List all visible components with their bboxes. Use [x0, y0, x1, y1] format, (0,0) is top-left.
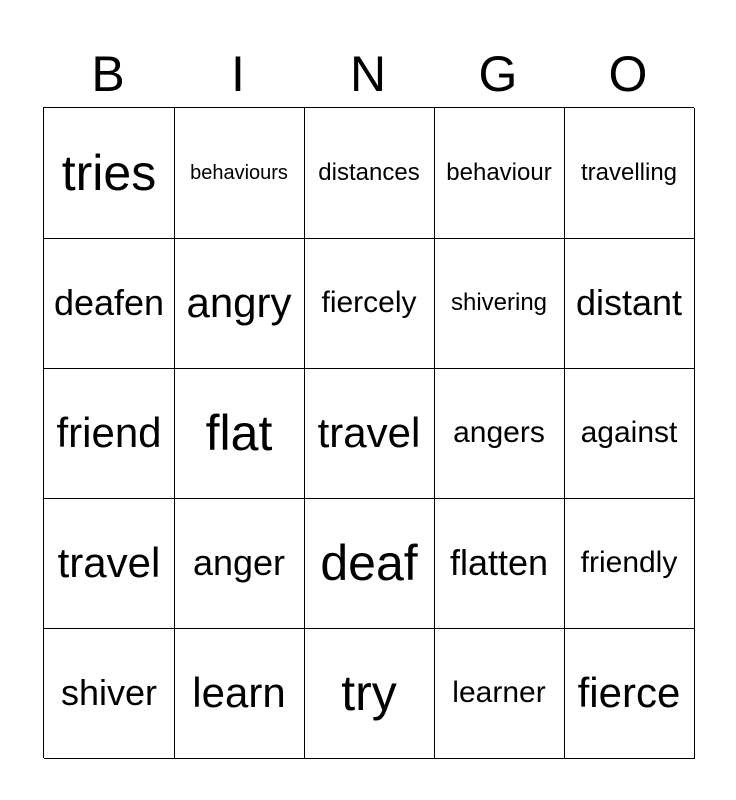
bingo-cell: learn: [174, 628, 305, 759]
bingo-cell: distant: [564, 238, 695, 369]
header-letter-o: O: [608, 46, 648, 102]
bingo-cell: fierce: [564, 628, 695, 759]
bingo-cell: fiercely: [304, 238, 435, 369]
bingo-cell: try: [304, 628, 435, 759]
bingo-cell: shivering: [434, 238, 565, 369]
bingo-cell: angry: [174, 238, 305, 369]
header-letter-g: G: [478, 46, 518, 102]
bingo-cell: against: [564, 368, 695, 499]
bingo-cell: behaviour: [434, 108, 565, 239]
bingo-cell: behaviours: [174, 108, 305, 239]
bingo-cell: shiver: [44, 628, 175, 759]
bingo-cell: flatten: [434, 498, 565, 629]
bingo-cell: travel: [304, 368, 435, 499]
bingo-header: [43, 40, 693, 108]
bingo-cell: travelling: [564, 108, 695, 239]
bingo-cell: learner: [434, 628, 565, 759]
header-letter-n: N: [349, 46, 387, 102]
header-letter-i: I: [231, 46, 245, 102]
bingo-cell: anger: [174, 498, 305, 629]
bingo-cell: friendly: [564, 498, 695, 629]
bingo-cell: travel: [44, 498, 175, 629]
bingo-cell: deafen: [44, 238, 175, 369]
bingo-cell: distances: [304, 108, 435, 239]
bingo-cell: angers: [434, 368, 565, 499]
bingo-cell: deaf: [304, 498, 435, 629]
bingo-cell: friend: [44, 368, 175, 499]
header-letter-b: B: [91, 46, 125, 102]
bingo-board: [43, 107, 694, 758]
bingo-cell: tries: [44, 108, 175, 239]
bingo-cell: flat: [174, 368, 305, 499]
